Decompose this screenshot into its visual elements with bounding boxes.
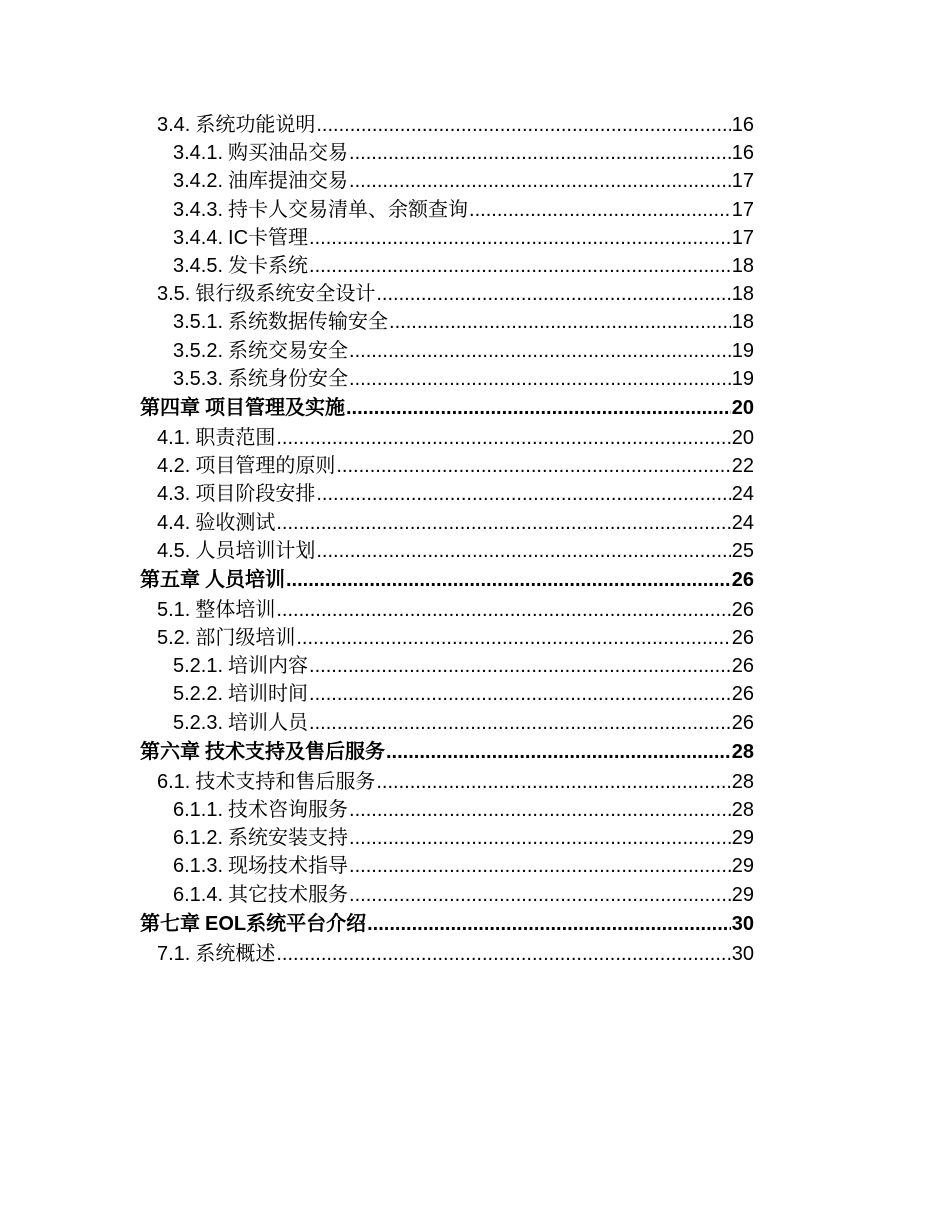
toc-dot-leader <box>349 796 731 824</box>
toc-entry[interactable] <box>0 139 950 167</box>
toc-entry[interactable] <box>0 852 950 880</box>
toc-dot-leader <box>376 768 730 796</box>
toc-entry-title <box>140 910 366 938</box>
toc-page-number: 30 <box>731 942 754 965</box>
toc-entry[interactable] <box>0 111 950 139</box>
toc-entry[interactable] <box>0 224 950 252</box>
toc-entry-text: 银行级系统安全设计 <box>195 283 376 306</box>
toc-page-number: 17 <box>731 226 754 249</box>
toc-dot-leader <box>276 424 730 452</box>
toc-entry-title <box>173 252 308 280</box>
toc-dot-leader <box>389 308 731 336</box>
toc-entry-number: 4.4. <box>157 511 191 534</box>
toc-dot-leader <box>276 940 730 968</box>
toc-page-number: 30 <box>731 913 754 936</box>
toc-entry-number: 4.3. <box>157 483 191 506</box>
toc-page-number: 19 <box>731 339 754 362</box>
toc-entry[interactable] <box>0 881 950 909</box>
toc-page-number: 28 <box>731 799 754 822</box>
toc-entry-number: 6.1.3. <box>173 855 224 878</box>
toc-entry-title <box>173 167 348 195</box>
toc-page-number: 26 <box>731 627 754 650</box>
toc-entry-text: 技术支持和售后服务 <box>195 770 376 793</box>
toc-entry-number: 6.1. <box>157 770 191 793</box>
toc-page-number: 19 <box>731 367 754 390</box>
toc-page-number: 18 <box>731 283 754 306</box>
toc-entry-text: 培训内容 <box>228 655 309 678</box>
toc-entry-text: 技术支持及售后服务 <box>205 741 385 764</box>
toc-entry-number: 5.2. <box>157 627 191 650</box>
toc-dot-leader <box>309 652 731 680</box>
toc-entry[interactable] <box>0 252 950 280</box>
toc-entry-number: 6.1.4. <box>173 883 224 906</box>
toc-entry-text: 职责范围 <box>195 426 276 449</box>
toc-entry-title <box>173 709 308 737</box>
toc-entry-number: 6.1.1. <box>173 799 224 822</box>
toc-dot-leader <box>316 111 730 139</box>
toc-entry-number: 3.5. <box>157 283 191 306</box>
toc-entry-text: 培训人员 <box>228 711 309 734</box>
toc-page-number: 24 <box>731 483 754 506</box>
toc-page-number: 26 <box>731 598 754 621</box>
toc-entry-title <box>157 768 375 796</box>
toc-entry-title <box>173 308 388 336</box>
toc-page-number: 17 <box>731 170 754 193</box>
toc-entry-title <box>157 596 275 624</box>
toc-entry-text: 现场技术指导 <box>228 855 349 878</box>
toc-entry[interactable] <box>0 565 950 596</box>
toc-entry-title <box>157 480 315 508</box>
toc-page-number: 29 <box>731 827 754 850</box>
toc-entry[interactable] <box>0 652 950 680</box>
toc-entry-text: 系统安装支持 <box>228 827 349 850</box>
toc-entry-text: 人员培训计划 <box>195 539 316 562</box>
toc-entry-title <box>173 652 308 680</box>
toc-entry-title <box>173 196 468 224</box>
toc-dot-leader <box>376 280 730 308</box>
toc-page-number: 20 <box>731 397 754 420</box>
toc-dot-leader <box>349 167 731 195</box>
toc-dot-leader <box>276 596 730 624</box>
toc-page-number: 18 <box>731 255 754 278</box>
toc-page-number: 18 <box>731 311 754 334</box>
toc-entry-number: 5.2.1. <box>173 655 224 678</box>
toc-page-number: 20 <box>731 426 754 449</box>
toc-page-number: 25 <box>731 539 754 562</box>
toc-dot-leader <box>346 394 731 422</box>
toc-entry-number: 3.4.3. <box>173 198 224 221</box>
toc-page-number: 26 <box>731 655 754 678</box>
table-of-contents <box>0 111 950 968</box>
toc-entry-text: 项目管理及实施 <box>205 397 345 420</box>
toc-entry-text: 系统功能说明 <box>195 114 316 137</box>
toc-entry[interactable] <box>0 196 950 224</box>
toc-entry-text: 项目阶段安排 <box>195 483 316 506</box>
toc-dot-leader <box>309 224 731 252</box>
toc-entry-text: 系统身份安全 <box>228 367 349 390</box>
toc-entry-title <box>173 337 348 365</box>
toc-entry-title <box>157 280 375 308</box>
toc-entry-number: 5.2.3. <box>173 711 224 734</box>
toc-page-number: 29 <box>731 883 754 906</box>
toc-dot-leader <box>316 537 730 565</box>
toc-entry[interactable] <box>0 365 950 393</box>
toc-entry-text: 系统交易安全 <box>228 339 349 362</box>
toc-dot-leader <box>336 452 730 480</box>
toc-entry-text: 发卡系统 <box>228 255 309 278</box>
toc-entry[interactable] <box>0 824 950 852</box>
toc-page-number: 24 <box>731 511 754 534</box>
toc-entry-number: 4.5. <box>157 539 191 562</box>
toc-entry[interactable] <box>0 280 950 308</box>
toc-entry[interactable] <box>0 537 950 565</box>
toc-entry-title <box>140 394 345 422</box>
toc-page-number: 26 <box>731 683 754 706</box>
toc-entry-number: 4.2. <box>157 455 191 478</box>
toc-dot-leader <box>349 881 731 909</box>
toc-entry-title <box>173 365 348 393</box>
toc-entry-text: 持卡人交易清单、余额查询 <box>228 198 469 221</box>
toc-entry[interactable] <box>0 596 950 624</box>
toc-page-number: 16 <box>731 114 754 137</box>
toc-page-number: 17 <box>731 198 754 221</box>
toc-entry-number: 第六章 <box>140 741 200 764</box>
toc-dot-leader <box>367 910 731 938</box>
toc-entry-text: IC卡管理 <box>228 226 309 249</box>
toc-entry-title <box>173 852 348 880</box>
toc-entry-text: 系统数据传输安全 <box>228 311 389 334</box>
toc-dot-leader <box>386 738 731 766</box>
toc-entry-text: 项目管理的原则 <box>195 455 336 478</box>
toc-entry-number: 第四章 <box>140 397 200 420</box>
toc-entry-text: 技术咨询服务 <box>228 799 349 822</box>
toc-entry-title <box>157 624 295 652</box>
toc-dot-leader <box>286 566 731 594</box>
toc-page-number: 28 <box>731 770 754 793</box>
toc-dot-leader <box>349 139 731 167</box>
toc-dot-leader <box>349 824 731 852</box>
toc-page-number: 16 <box>731 142 754 165</box>
toc-entry-number: 4.1. <box>157 426 191 449</box>
toc-entry-text: 购买油品交易 <box>228 142 349 165</box>
toc-entry[interactable] <box>0 393 950 424</box>
toc-dot-leader <box>276 509 730 537</box>
toc-entry[interactable] <box>0 909 950 940</box>
toc-entry-title <box>157 537 315 565</box>
toc-entry-number: 3.5.3. <box>173 367 224 390</box>
toc-entry-title <box>157 940 275 968</box>
toc-entry-text: 部门级培训 <box>195 627 296 650</box>
toc-entry[interactable] <box>0 796 950 824</box>
toc-entry-text: 油库提油交易 <box>228 170 349 193</box>
toc-dot-leader <box>309 252 731 280</box>
toc-entry[interactable] <box>0 940 950 968</box>
toc-entry[interactable] <box>0 308 950 336</box>
toc-entry-title <box>140 738 385 766</box>
toc-dot-leader <box>469 196 731 224</box>
toc-page-number: 26 <box>731 569 754 592</box>
toc-entry-title <box>157 424 275 452</box>
toc-page-number: 26 <box>731 711 754 734</box>
toc-entry[interactable] <box>0 709 950 737</box>
toc-entry-text: 整体培训 <box>195 598 276 621</box>
toc-dot-leader <box>349 365 731 393</box>
toc-entry-number: 第五章 <box>140 569 200 592</box>
toc-entry-title <box>157 509 275 537</box>
toc-entry-number: 3.4.1. <box>173 142 224 165</box>
toc-entry-title <box>157 111 315 139</box>
toc-entry[interactable] <box>0 508 950 536</box>
toc-entry-number: 3.5.1. <box>173 311 224 334</box>
toc-entry-number: 6.1.2. <box>173 827 224 850</box>
toc-page-number: 28 <box>731 741 754 764</box>
toc-entry-number: 3.4. <box>157 114 191 137</box>
toc-dot-leader <box>349 337 731 365</box>
toc-entry-title <box>173 796 348 824</box>
toc-entry[interactable] <box>0 768 950 796</box>
toc-entry[interactable] <box>0 737 950 768</box>
toc-entry-title <box>173 881 348 909</box>
toc-dot-leader <box>309 680 731 708</box>
toc-entry-title <box>173 680 308 708</box>
toc-entry-number: 3.4.2. <box>173 170 224 193</box>
toc-entry[interactable] <box>0 337 950 365</box>
toc-entry-title <box>140 566 285 594</box>
toc-entry-text: 其它技术服务 <box>228 883 349 906</box>
toc-entry[interactable] <box>0 167 950 195</box>
toc-entry-text: EOL系统平台介绍 <box>205 913 367 936</box>
toc-entry[interactable] <box>0 452 950 480</box>
toc-entry-number: 第七章 <box>140 913 200 936</box>
toc-dot-leader <box>316 480 730 508</box>
toc-entry[interactable] <box>0 480 950 508</box>
toc-entry-text: 人员培训 <box>205 569 285 592</box>
toc-entry-number: 5.1. <box>157 598 191 621</box>
toc-page-number: 22 <box>731 455 754 478</box>
toc-entry[interactable] <box>0 624 950 652</box>
toc-entry[interactable] <box>0 680 950 708</box>
toc-entry-text: 验收测试 <box>195 511 276 534</box>
toc-dot-leader <box>349 852 731 880</box>
toc-page-number: 29 <box>731 855 754 878</box>
toc-entry-number: 7.1. <box>157 942 191 965</box>
toc-entry-number: 3.4.4. <box>173 226 224 249</box>
toc-dot-leader <box>296 624 730 652</box>
toc-entry[interactable] <box>0 424 950 452</box>
toc-entry-title <box>173 139 348 167</box>
toc-entry-title <box>157 452 335 480</box>
toc-entry-number: 3.4.5. <box>173 255 224 278</box>
toc-dot-leader <box>309 709 731 737</box>
toc-entry-number: 5.2.2. <box>173 683 224 706</box>
toc-entry-title <box>173 224 308 252</box>
toc-entry-title <box>173 824 348 852</box>
toc-entry-number: 3.5.2. <box>173 339 224 362</box>
toc-entry-text: 培训时间 <box>228 683 309 706</box>
toc-entry-text: 系统概述 <box>195 942 276 965</box>
